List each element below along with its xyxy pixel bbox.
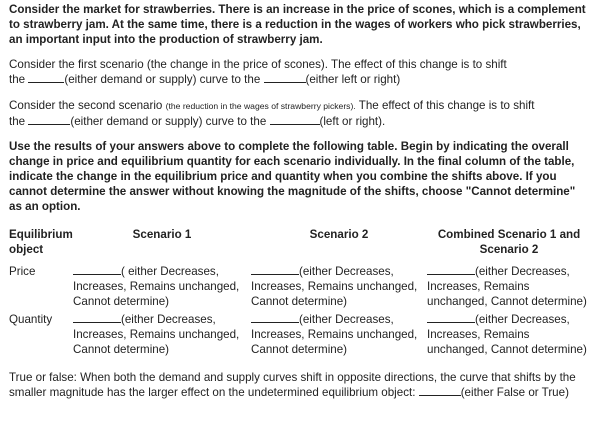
scenario1-curve-blank[interactable] [28, 72, 64, 83]
row-label-price: Price [9, 265, 36, 278]
header-scenario-2: Scenario 2 [309, 228, 369, 241]
quantity-scenario2-options: (either Decreases, Increases, Remains unchanged, Cannot determine) [251, 313, 418, 356]
price-scenario2-options: (either Decreases, Increases, Remains unchanged, Cannot determine) [251, 265, 418, 308]
quantity-scenario1-cell [73, 312, 251, 360]
true-false-blank[interactable] [419, 385, 461, 396]
scenario2-text-a: Consider the second scenario [9, 99, 163, 112]
quantity-combined-cell [427, 312, 591, 360]
scenario2-curve-blank[interactable] [28, 114, 70, 125]
header-scenario-1: Scenario 1 [132, 228, 192, 241]
scenario1-direction-blank[interactable] [264, 72, 306, 83]
price-scenario1-options: ( either Decreases, Increases, Remains unchanged, Cannot determine) [73, 265, 240, 308]
price-scenario1-cell [73, 264, 251, 312]
quantity-scenario2-cell [251, 312, 427, 360]
table-header-row [9, 227, 591, 264]
quantity-combined-blank[interactable] [427, 312, 475, 323]
quantity-combined-options: (either Decreases, Increases, Remains unchanged, Cannot determine) [427, 313, 587, 356]
true-false-text-a: True or false: When both the demand and supply curves shift in opposite directions, the curve that shifts by the smaller magnitude has the larger effect on the undetermined equilibrium object: [9, 371, 576, 399]
price-combined-options: (either Decreases, Increases, Remains unchanged, Cannot determine) [427, 265, 587, 308]
scenario1-text-b: the [9, 73, 26, 86]
header-combined: Combined Scenario 1 and Scenario 2 [437, 228, 581, 256]
intro-paragraph: Consider the market for strawberries. There is an increase in the price of scones, which is a complement to strawberry jam. At the same time, there is a reduction in the wages of workers who pick strawberries, an important input into the production of strawberry jam. [9, 3, 586, 46]
scenario1-text-a: Consider the first scenario (the change in the price of scones). The effect of this change is to shift [9, 58, 507, 71]
price-scenario1-blank[interactable] [73, 264, 121, 275]
quantity-scenario2-blank[interactable] [251, 312, 299, 323]
true-false-paragraph [9, 370, 591, 400]
scenario2-text-c: the [9, 115, 26, 128]
scenario1-paragraph [9, 57, 591, 87]
scenario2-small-note: (the reduction in the wages of strawberry pickers). [165, 101, 356, 111]
quantity-scenario1-options: (either Decreases, Increases, Remains unchanged, Cannot determine) [73, 313, 240, 356]
header-equilibrium-object: Equilibrium object [9, 228, 73, 256]
true-false-text-b: (either False or True) [460, 386, 569, 399]
instructions-paragraph: Use the results of your answers above to complete the following table. Begin by indicating the overall change in price and equilibrium quantity for each scenario individually. In the final column of the table, indicate the change in the equilibrium price and quantity when you combine the shifts above. If you cannot determine the answer without knowing the magnitude of the shifts, choose "Cannot determine" as an option. [9, 140, 576, 213]
row-label-quantity: Quantity [9, 313, 53, 326]
scenario2-direction-blank[interactable] [270, 114, 320, 125]
scenario2-text-e: (left or right). [319, 115, 386, 128]
scenario2-text-b: The effect of this change is to shift [358, 99, 535, 112]
scenario1-text-c: (either demand or supply) curve to the [64, 73, 261, 86]
quantity-scenario1-blank[interactable] [73, 312, 121, 323]
table-row-quantity [9, 312, 591, 360]
price-scenario2-blank[interactable] [251, 264, 299, 275]
answer-table [9, 227, 591, 360]
scenario2-text-d: (either demand or supply) curve to the [70, 115, 267, 128]
price-combined-blank[interactable] [427, 264, 475, 275]
table-row-price [9, 264, 591, 312]
price-scenario2-cell [251, 264, 427, 312]
price-combined-cell [427, 264, 591, 312]
scenario1-text-d: (either left or right) [305, 73, 401, 86]
scenario2-paragraph [9, 98, 591, 129]
